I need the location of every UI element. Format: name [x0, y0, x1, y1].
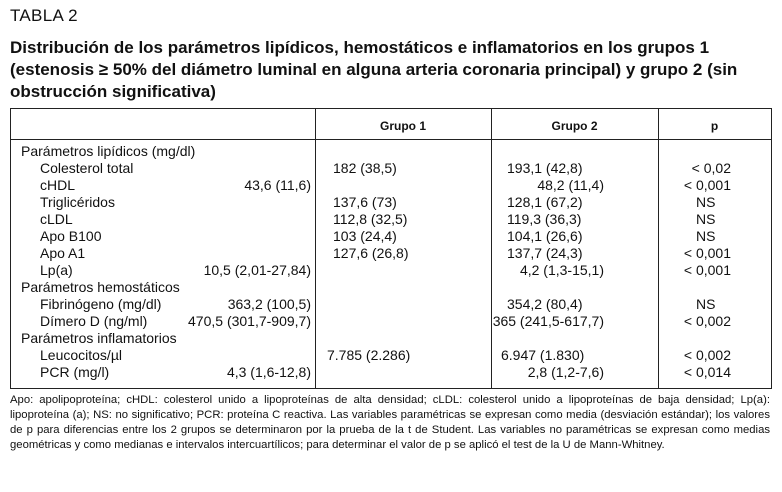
table-label: TABLA 2	[10, 6, 78, 25]
table-row	[11, 194, 771, 211]
p-value: < 0,002	[683, 313, 731, 329]
grupo-2-value: 193,1 (42,8)	[507, 160, 583, 176]
grupo-1-value: 470,5 (301,7-909,7)	[188, 313, 311, 329]
header-grupo-2: Grupo 2	[551, 119, 598, 133]
row-label: Apo B100	[40, 228, 102, 244]
grupo-1-value: 43,6 (11,6)	[244, 177, 311, 193]
p-value: NS	[696, 296, 716, 312]
grupo-1-value: 127,6 (26,8)	[333, 245, 409, 261]
row-label: Leucocitos/µl	[40, 347, 122, 363]
grupo-2-value: 2,8 (1,2-7,6)	[527, 364, 604, 380]
grupo-1-value: 4,3 (1,6-12,8)	[226, 364, 311, 380]
row-label: Colesterol total	[40, 160, 134, 176]
p-value: NS	[696, 194, 716, 210]
row-label: Dímero D (ng/ml)	[40, 313, 148, 329]
table-footnote: Apo: apolipoproteína; cHDL: colesterol unido a lipoproteínas de alta densidad; cLDL: colesterol unido a lipoproteínas de baja densidad; Lp(a): lipoproteína (a); NS: no significativo; PCR: proteína C reactiva. Las variables paramétricas se expresan como media (desviación estándar); los valores de p para diferencias entre los 2 grupos se determinaron por la prueba de la t de Student. Las variables no paramétricas se expresan como medias geométricas y como medianas e intervalos intercuartílicos; para determinar el valor de p se aplicó el test de la U de Mann-Whitney.	[10, 394, 770, 451]
header-grupo-1: Grupo 1	[379, 119, 426, 133]
row-label: cLDL	[40, 211, 73, 227]
table-row	[11, 177, 771, 194]
table-row	[11, 364, 771, 381]
table-row	[11, 279, 771, 296]
grupo-2-value: 137,7 (24,3)	[507, 245, 583, 261]
grupo-2-value: 104,1 (26,6)	[507, 228, 583, 244]
table-row	[11, 313, 771, 330]
grupo-2-value: 354,2 (80,4)	[507, 296, 583, 312]
p-value: < 0,001	[683, 177, 731, 193]
row-label: Fibrinógeno (mg/dl)	[40, 296, 162, 312]
grupo-2-value: 4,2 (1,3-15,1)	[519, 262, 604, 278]
p-value: < 0,002	[683, 347, 731, 363]
row-label: Lp(a)	[40, 262, 73, 278]
section-label: Parámetros lipídicos (mg/dl)	[21, 143, 196, 159]
row-label: cHDL	[40, 177, 76, 193]
p-value: < 0,001	[683, 262, 731, 278]
p-value: < 0,02	[691, 160, 731, 176]
table-row	[11, 347, 771, 364]
grupo-1-value: 10,5 (2,01-27,84)	[203, 262, 311, 278]
section-label: Parámetros inflamatorios	[21, 330, 177, 346]
grupo-1-value: 182 (38,5)	[333, 160, 397, 176]
table-row	[11, 262, 771, 279]
header-p: p	[710, 119, 719, 133]
grupo-2-value: 119,3 (36,3)	[507, 211, 582, 227]
table-row	[11, 245, 771, 262]
grupo-2-value: 48,2 (11,4)	[537, 177, 604, 193]
row-label: Apo A1	[40, 245, 86, 261]
data-table	[10, 108, 772, 389]
table-row	[11, 228, 771, 245]
header-divider	[11, 139, 771, 140]
grupo-1-value: 112,8 (32,5)	[333, 211, 408, 227]
grupo-1-value: 363,2 (100,5)	[227, 296, 311, 312]
p-value: NS	[696, 211, 716, 227]
row-label: PCR (mg/l)	[40, 364, 110, 380]
p-value: < 0,014	[683, 364, 731, 380]
grupo-1-value: 137,6 (73)	[333, 194, 397, 210]
p-value: NS	[696, 228, 716, 244]
row-label: Triglicéridos	[40, 194, 115, 210]
grupo-2-value: 365 (241,5-617,7)	[492, 313, 604, 329]
p-value: < 0,001	[683, 245, 731, 261]
grupo-2-value: 128,1 (67,2)	[507, 194, 583, 210]
table-row	[11, 143, 771, 160]
table-row	[11, 211, 771, 228]
table-title: Distribución de los parámetros lipídicos, hemostáticos e inflamatorios en los grupos 1 (estenosis ≥ 50% del diámetro luminal en alguna arteria coronaria principal) y grupo 2 (sin obstrucción significativa)	[10, 38, 738, 101]
section-label: Parámetros hemostáticos	[21, 279, 180, 295]
grupo-2-value: 6.947 (1.830)	[501, 347, 585, 363]
table-row	[11, 330, 771, 347]
grupo-1-value: 103 (24,4)	[333, 228, 397, 244]
table-row	[11, 296, 771, 313]
table-row	[11, 160, 771, 177]
grupo-1-value: 7.785 (2.286)	[327, 347, 411, 363]
